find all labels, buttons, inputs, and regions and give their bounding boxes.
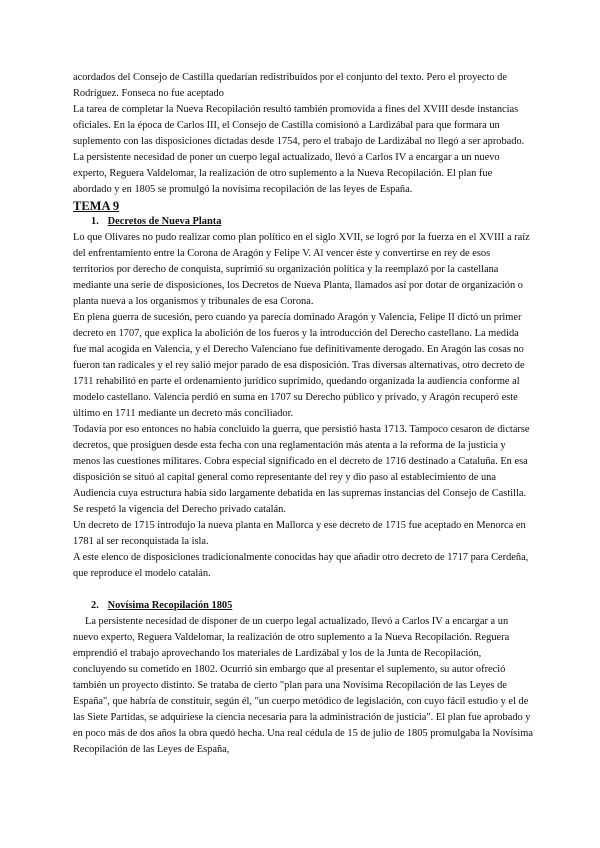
section-1-paragraph: Todavía por eso entonces no había concluido la guerra, que persistió hasta 1713. Tampoco cesaron de dictarse decretos, que prosiguen desde esta fecha con una reglamentación más atenta a la reforma de la justicia y menos las cuestiones militares. Cobra especial significado en el decreto de 1716 destinado a Cataluña. En esa disposición se situó al capital general como representante del rey y dio paso al establecimiento de una Audiencia cuya estructura había sido largamente debatida en las supremas instancias del Consejo de Castilla. Se respetó la vigencia del Derecho privado catalán. <box>73 424 530 515</box>
section-2-heading <box>73 598 533 614</box>
section-1-paragraph: Lo que Olivares no pudo realizar como plan político en el siglo XVII, se logró por la fuerza en el XVIII a raíz del enfrentamiento entre la Corona de Aragón y Felipe V. Al vencer éste y convertirse en rey de esos territorios por derecho de conquista, suprimió su organización política y la reemplazó por la castellana mediante una serie de disposiciones, los Decretos de Nueva Planta, llamados así por dotar de organización o planta nueva a los organismos y tribunales de esa Corona. <box>73 232 530 307</box>
section-1-paragraph: A este elenco de disposiciones tradicionalmente conocidas hay que añadir otro decreto de 1717 para Cerdeña, que reproduce el modelo catalán. <box>73 552 529 579</box>
section-1-heading <box>73 214 533 230</box>
section-2-paragraph: La persistente necesidad de disponer de un cuerpo legal actualizado, llevó a Carlos IV a encargar a un nuevo experto, Reguera Valdelomar, la realización de otro suplemento a la Nueva Recopilación. Reguera emprendió el trabajo aprovechando los materiales de Lardizábal y los de la Junta de Recopilación, concluyendo su cometido en 1802. Ocurrió sin embargo que al presentar el suplemento, su autor ofreció también un proyecto distinto. Se trataba de cierto "plan para una Novísima Recopilación de las Leyes de España", que habría de constituir, según él, "un cuerpo metódico de legislación, con cuyo fácil estudio y el de las Siete Partidas, se adquiriese la ciencia necesaria para la administración de justicia". El plan fue aprobado y en poco más de dos años la obra quedó hecha. Una real cédula de 15 de julio de 1805 promulgaba la Novísima Recopilación de las Leyes de España, <box>73 616 533 755</box>
section-2-title: Novísima Recopilación 1805 <box>107 600 233 611</box>
section-1-paragraph: Un decreto de 1715 introdujo la nueva planta en Mallorca y ese decreto de 1715 fue aceptado en Menorca en 1781 al ser reconquistada la isla. <box>73 520 526 547</box>
tema-heading: TEMA 9 <box>73 199 120 213</box>
section-2-number: 2. <box>91 600 99 611</box>
spacer <box>73 582 533 598</box>
intro-paragraph-2: La tarea de completar la Nueva Recopilación resultó también promovida a fines del XVIII desde instancias oficiales. En la época de Carlos III, el Consejo de Castilla comisionó a Lardizábal para que formara un suplemento con las disposiciones dictadas desde 1754, pero el trabajo de Lardizábal no llegó a ser aprobado. <box>73 104 525 147</box>
section-1-number: 1. <box>91 216 99 227</box>
document-page <box>73 70 533 758</box>
section-1-paragraph: En plena guerra de sucesión, pero cuando ya parecía dominado Aragón y Valencia, Felipe II dictó un primer decreto en 1707, que explica la abolición de los fueros y la introducción del Derecho castellano. La medida fue mal acogida en Valencia, y el Derecho Valenciano fue definitivamente derogado. En Aragón las cosas no fueron tan radicales y el rey salió mejor parado de esa disposición. Tras diversas alternativas, otro decreto de 1711 rehabilitó en parte el ordenamiento jurídico suprimido, quedando organizada la audiencia conforme al modelo castellano. Valencia perdió en suma en 1707 su Derecho público y privado, y Aragón recuperó este último en 1711 mediante un decreto más conciliador. <box>73 312 525 419</box>
intro-paragraph-1: acordados del Consejo de Castilla quedarían redistribuidos por el conjunto del texto. Pero el proyecto de Rodríguez. Fonseca no fue aceptado <box>73 72 507 99</box>
intro-paragraph-3: La persistente necesidad de poner un cuerpo legal actualizado, llevó a Carlos IV a encargar a un nuevo experto, Reguera Valdelomar, la realización de otro suplemento a la Nueva Recopilación. El plan fue abordado y en 1805 se promulgó la novísima recopilación de las leyes de España. <box>73 152 500 195</box>
section-1-title: Decretos de Nueva Planta <box>107 216 222 227</box>
